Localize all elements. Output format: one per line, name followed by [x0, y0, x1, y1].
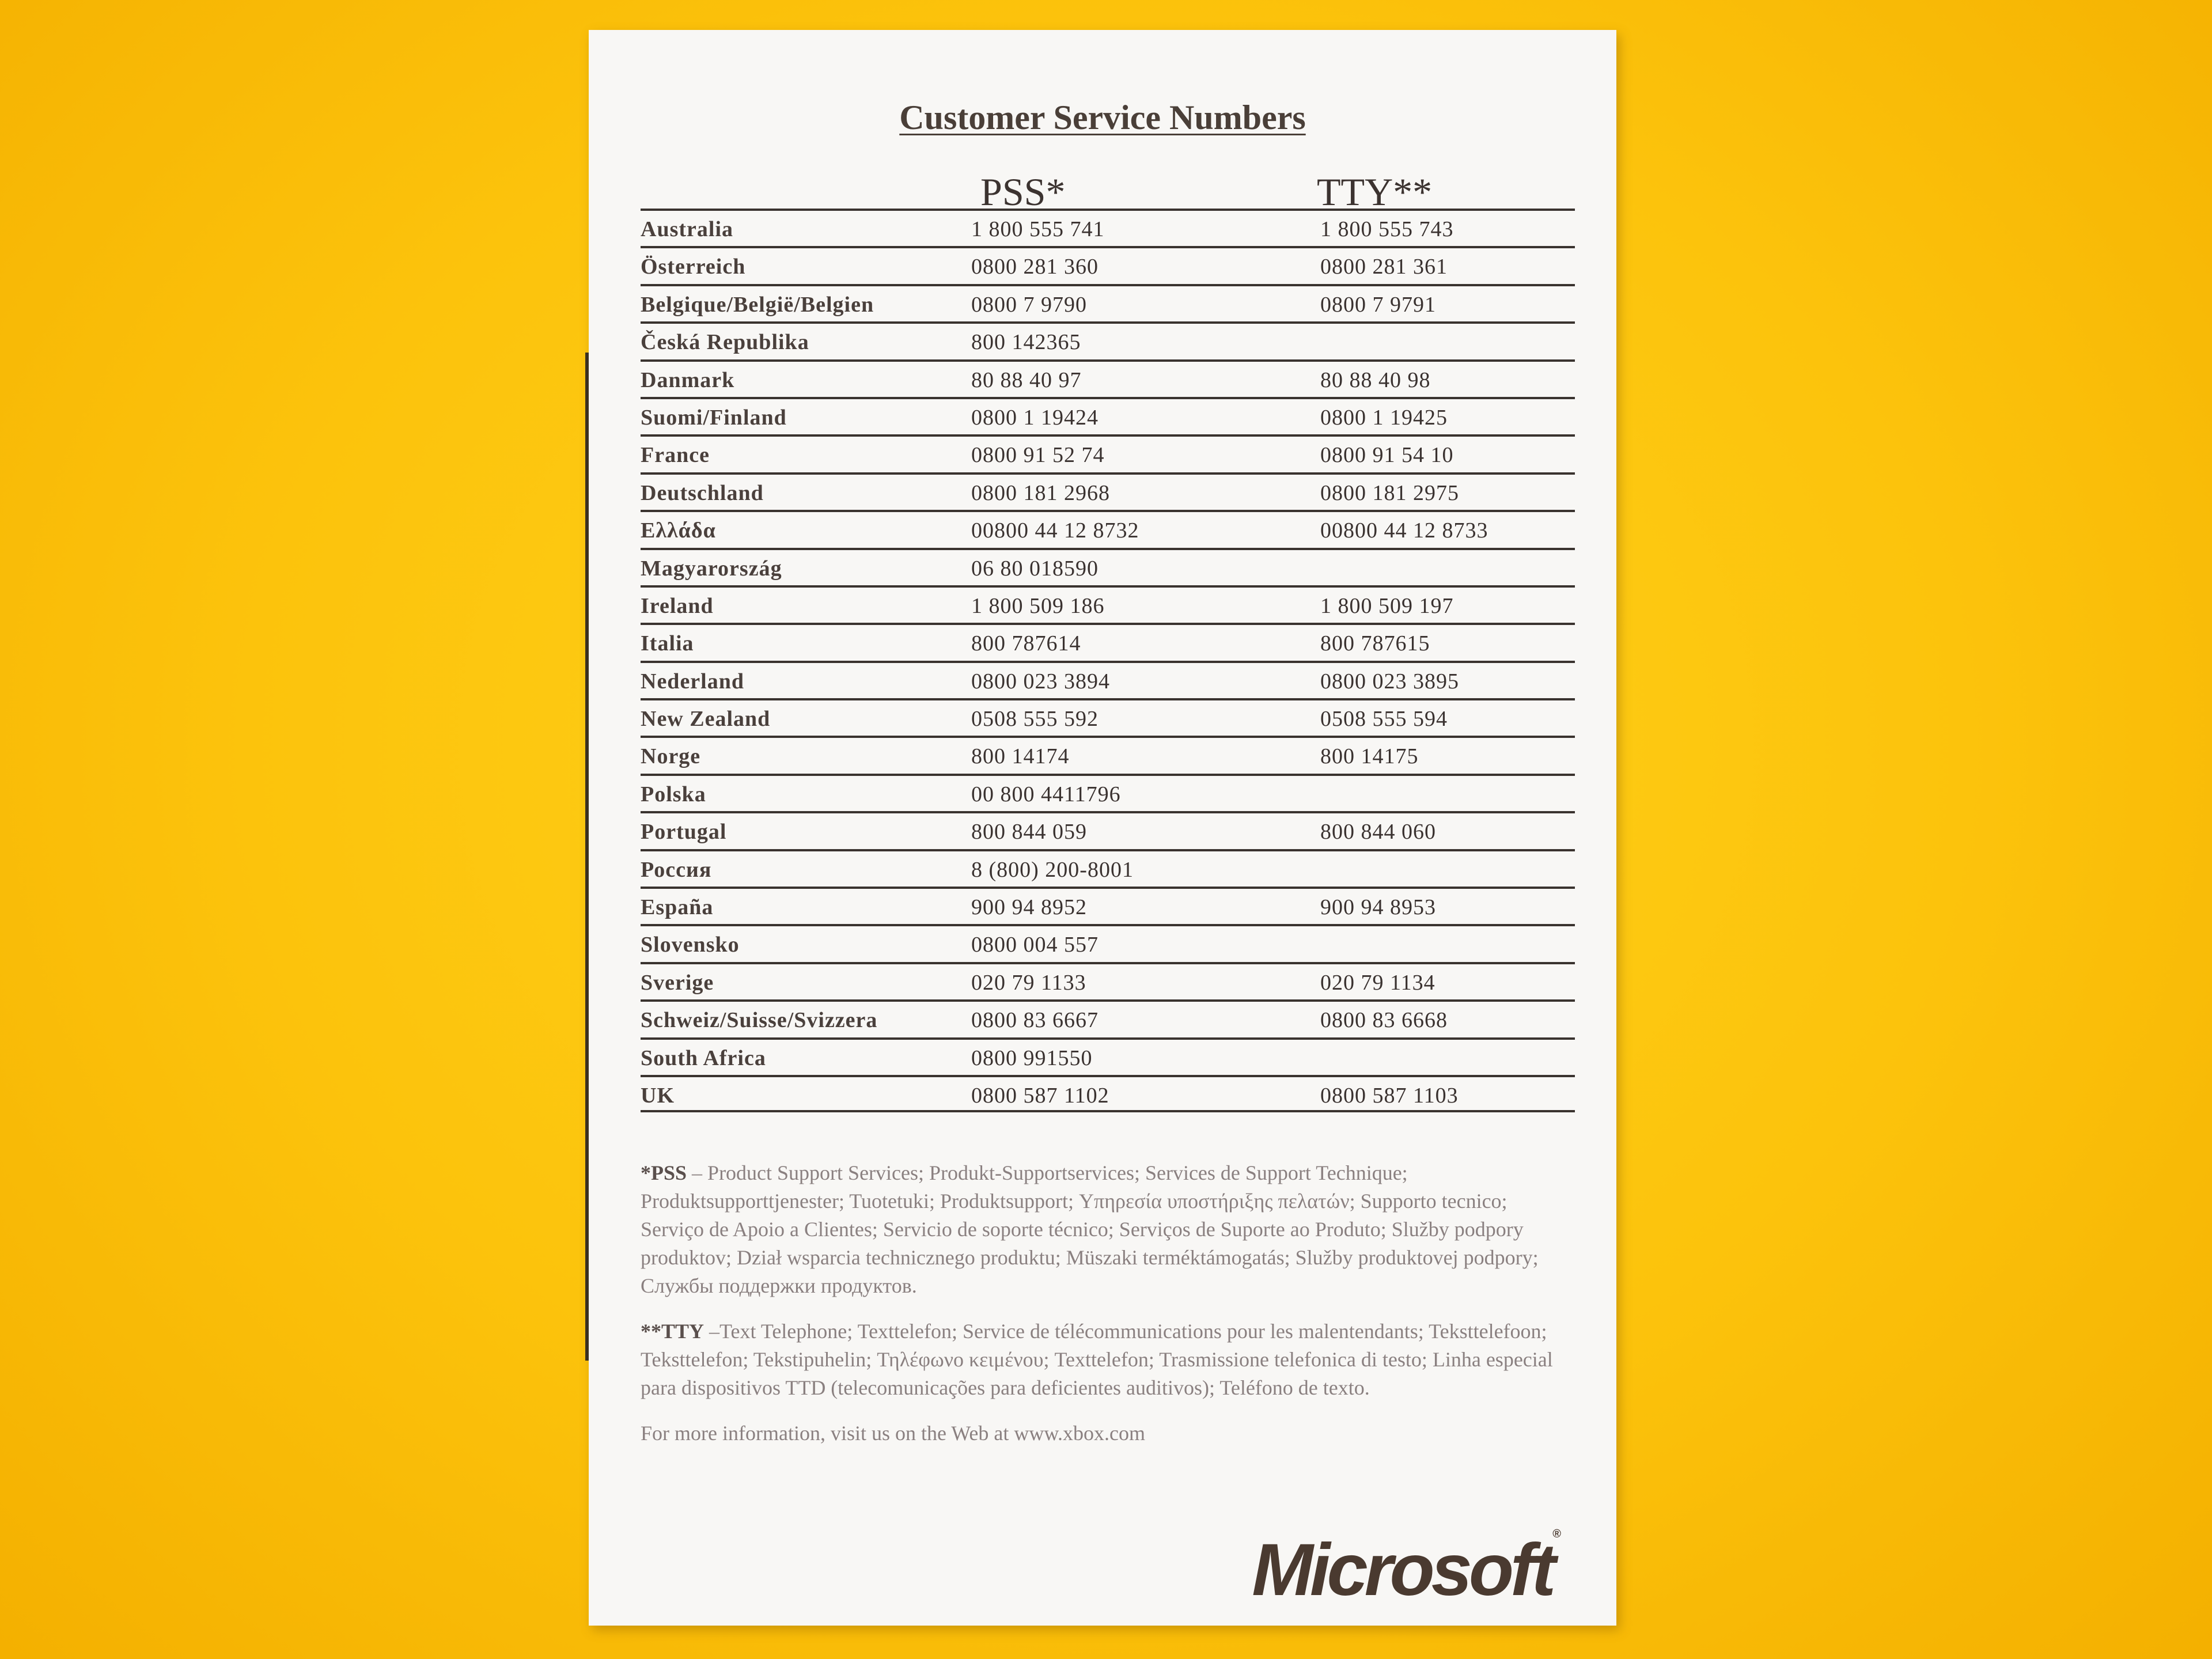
table-row: [641, 849, 1575, 887]
tty-number-cell: 0800 181 2975: [1320, 480, 1459, 505]
table-row: [641, 510, 1575, 547]
footnote-tty-text: –Text Telephone; Texttelefon; Service de télécommunications pour les malentendants; Teksttelefoon; Teksttelefon; Tekstipuhelin; Τηλέφωνο κειμένου; Texttelefon; Trasmissione telefonica di testo; Linha especial para dispositivos TTD (telecomunicações para deficientes auditivos); Teléfono de texto.: [641, 1320, 1553, 1399]
country-cell: España: [641, 895, 714, 920]
country-cell: Sverige: [641, 970, 714, 995]
table-row: [641, 321, 1575, 359]
country-cell: Belgique/België/Belgien: [641, 292, 874, 317]
table-row: [641, 887, 1575, 924]
table-row: [641, 774, 1575, 811]
table-row: [641, 661, 1575, 698]
footnote-pss: [641, 1159, 1574, 1300]
pss-number-cell: 8 (800) 200-8001: [971, 857, 1134, 882]
tty-number-cell: 800 787615: [1320, 631, 1430, 656]
pss-number-cell: 800 14174: [971, 744, 1070, 769]
country-cell: Norge: [641, 744, 701, 769]
country-cell: Danmark: [641, 368, 735, 392]
footnote-pss-text: – Product Support Services; Produkt-Supportservices; Services de Support Technique; Produktsupporttjenester; Tuotetuki; Produktsupport; Υπηρεσία υποστήριξης πελατών; Supporto tecnico; Serviço de Apoio a Clientes; Servicio de soporte técnico; Serviços de Suporte ao Produto; Služby podpory produktov; Dział wsparcia technicznego produktu; Müszaki terméktámogatás; Služby produktovej podpory; Службы поддержки продуктов.: [641, 1161, 1539, 1297]
tty-number-cell: 80 88 40 98: [1320, 368, 1431, 392]
country-cell: Magyarország: [641, 556, 782, 581]
country-cell: Nederland: [641, 669, 744, 694]
column-header-pss: PSS*: [980, 170, 1066, 214]
registered-mark: ®: [1552, 1528, 1561, 1540]
pss-number-cell: 0800 281 360: [971, 255, 1099, 279]
tty-number-cell: 800 844 060: [1320, 820, 1436, 844]
tty-number-cell: 1 800 509 197: [1320, 593, 1454, 618]
country-cell: Portugal: [641, 820, 727, 844]
footnote-pss-label: *PSS: [641, 1161, 687, 1184]
table-row: [641, 962, 1575, 999]
country-cell: Australia: [641, 217, 733, 241]
pss-number-cell: 800 787614: [971, 631, 1081, 656]
pss-number-cell: 0800 991550: [971, 1046, 1093, 1070]
country-cell: Россия: [641, 857, 712, 882]
microsoft-logo: [1252, 1528, 1561, 1612]
country-cell: UK: [641, 1083, 675, 1108]
country-cell: Italia: [641, 631, 694, 656]
table-row: [641, 397, 1575, 434]
table-row: [641, 698, 1575, 736]
country-cell: Deutschland: [641, 480, 764, 505]
country-cell: Österreich: [641, 255, 746, 279]
pss-number-cell: 900 94 8952: [971, 895, 1087, 920]
tty-number-cell: 0800 281 361: [1320, 255, 1448, 279]
pss-number-cell: 1 800 509 186: [971, 593, 1105, 618]
table-row: [641, 1037, 1575, 1075]
more-info-line: For more information, visit us on the Web at www.xbox.com: [641, 1422, 1145, 1445]
pss-number-cell: 00 800 4411796: [971, 782, 1121, 806]
tty-number-cell: 0800 91 54 10: [1320, 443, 1454, 468]
country-cell: Česká Republika: [641, 330, 809, 355]
tty-number-cell: 0800 587 1103: [1320, 1083, 1459, 1108]
pss-number-cell: 0800 004 557: [971, 933, 1099, 957]
booklet-spine: [585, 353, 589, 1361]
logo-text: Microsoft: [1252, 1529, 1553, 1611]
country-cell: Slovensko: [641, 933, 740, 957]
table-row: [641, 284, 1575, 321]
table-row: [641, 472, 1575, 510]
pss-number-cell: 80 88 40 97: [971, 368, 1082, 392]
table-row: [641, 585, 1575, 623]
pss-number-cell: 020 79 1133: [971, 970, 1086, 995]
pss-number-cell: 00800 44 12 8732: [971, 518, 1139, 543]
table-row: [641, 246, 1575, 283]
pss-number-cell: 0800 587 1102: [971, 1083, 1109, 1108]
tty-number-cell: 00800 44 12 8733: [1320, 518, 1488, 543]
page-title: [589, 98, 1616, 138]
tty-number-cell: 0800 1 19425: [1320, 405, 1448, 430]
table-row: [641, 924, 1575, 961]
pss-number-cell: 1 800 555 741: [971, 217, 1105, 241]
pss-number-cell: 0800 7 9790: [971, 292, 1087, 317]
pss-number-cell: 0800 181 2968: [971, 480, 1110, 505]
country-cell: France: [641, 443, 710, 468]
pss-number-cell: 800 142365: [971, 330, 1081, 355]
table-row: [641, 736, 1575, 773]
pss-number-cell: 0508 555 592: [971, 707, 1099, 732]
country-cell: Polska: [641, 782, 706, 806]
tty-number-cell: 0800 023 3895: [1320, 669, 1459, 694]
table-row: [641, 1075, 1575, 1112]
country-cell: Ireland: [641, 593, 714, 618]
country-cell: South Africa: [641, 1046, 766, 1070]
tty-number-cell: 1 800 555 743: [1320, 217, 1454, 241]
table-row: [641, 359, 1575, 397]
pss-number-cell: 0800 1 19424: [971, 405, 1099, 430]
pss-number-cell: 06 80 018590: [971, 556, 1099, 581]
column-header-tty: TTY**: [1317, 170, 1433, 214]
tty-number-cell: 0508 555 594: [1320, 707, 1448, 732]
pss-number-cell: 800 844 059: [971, 820, 1087, 844]
table-row: [641, 434, 1575, 472]
table-row: [641, 811, 1575, 849]
footnote-tty-label: **TTY: [641, 1320, 704, 1343]
country-cell: Suomi/Finland: [641, 405, 787, 430]
pss-number-cell: 0800 023 3894: [971, 669, 1110, 694]
table-row: [641, 548, 1575, 585]
country-cell: New Zealand: [641, 707, 771, 732]
country-cell: Schweiz/Suisse/Svizzera: [641, 1008, 878, 1033]
phone-number-table: [641, 209, 1575, 1112]
tty-number-cell: 020 79 1134: [1320, 970, 1435, 995]
manual-page: [589, 30, 1616, 1626]
tty-number-cell: 900 94 8953: [1320, 895, 1436, 920]
country-cell: Ελλάδα: [641, 518, 716, 543]
pss-number-cell: 0800 83 6667: [971, 1008, 1099, 1033]
footnotes: [641, 1159, 1574, 1465]
table-row: [641, 999, 1575, 1037]
tty-number-cell: 0800 83 6668: [1320, 1008, 1448, 1033]
tty-number-cell: 0800 7 9791: [1320, 292, 1436, 317]
tty-number-cell: 800 14175: [1320, 744, 1419, 769]
footnote-tty: [641, 1317, 1574, 1402]
table-row: [641, 209, 1575, 246]
table-row: [641, 623, 1575, 660]
pss-number-cell: 0800 91 52 74: [971, 443, 1105, 468]
page-title-text: Customer Service Numbers: [899, 99, 1306, 137]
